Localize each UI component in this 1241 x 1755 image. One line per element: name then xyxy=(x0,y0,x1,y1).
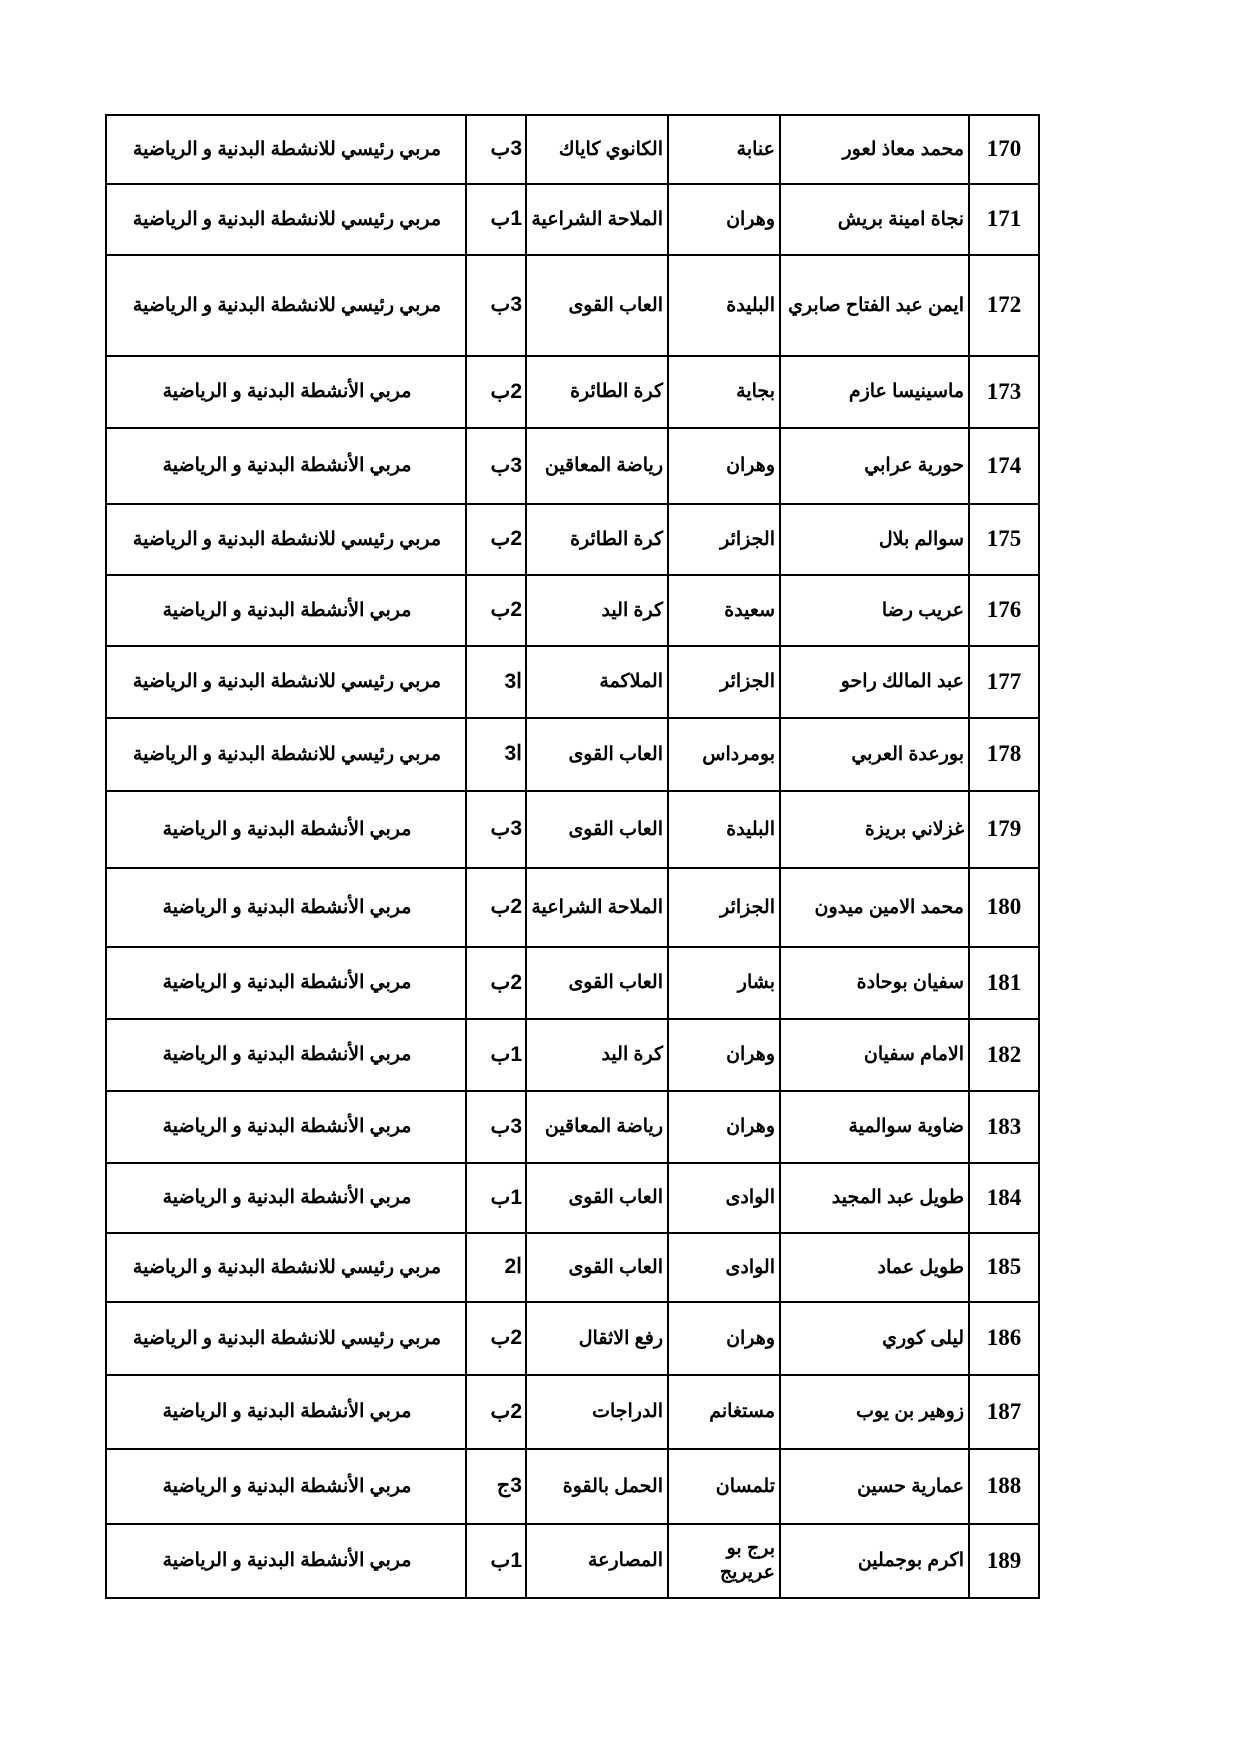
table-row xyxy=(106,428,1039,504)
name-cell: حورية عرابي xyxy=(780,428,969,504)
job-title-cell: مربي الأنشطة البدنية و الرياضية xyxy=(106,868,466,947)
job-title-cell: مربي الأنشطة البدنية و الرياضية xyxy=(106,356,466,428)
grade-cell xyxy=(466,1302,526,1375)
sport-cell: رفع الاثقال xyxy=(526,1302,668,1375)
number-cell: 179 xyxy=(969,791,1039,868)
name-cell: ماسينيسا عازم xyxy=(780,356,969,428)
grade-cell xyxy=(466,1449,526,1524)
grade-value: 2ا xyxy=(504,1255,522,1279)
grade-value: ب3 xyxy=(490,1114,522,1138)
name-cell: محمد معاذ لعور xyxy=(780,115,969,184)
name-cell: زوهير بن يوب xyxy=(780,1375,969,1449)
number-cell: 185 xyxy=(969,1233,1039,1302)
number-cell: 184 xyxy=(969,1163,1039,1233)
job-title-cell: مربي رئيسي للانشطة البدنية و الرياضية xyxy=(106,718,466,791)
grade-value: ب2 xyxy=(490,598,522,622)
city-cell: بومرداس xyxy=(668,718,780,791)
job-title-cell: مربي الأنشطة البدنية و الرياضية xyxy=(106,1524,466,1598)
sport-cell: الكانوي كاياك xyxy=(526,115,668,184)
job-title-cell: مربي الأنشطة البدنية و الرياضية xyxy=(106,1091,466,1163)
sport-cell: الدراجات xyxy=(526,1375,668,1449)
table-row xyxy=(106,115,1039,184)
number-cell: 183 xyxy=(969,1091,1039,1163)
table-row xyxy=(106,947,1039,1019)
table-row xyxy=(106,504,1039,575)
table-row xyxy=(106,575,1039,646)
city-cell: الجزائر xyxy=(668,646,780,718)
job-title-cell: مربي الأنشطة البدنية و الرياضية xyxy=(106,1019,466,1091)
grade-cell xyxy=(466,356,526,428)
job-title-cell: مربي الأنشطة البدنية و الرياضية xyxy=(106,947,466,1019)
job-title-cell: مربي رئيسي للانشطة البدنية و الرياضية xyxy=(106,1302,466,1375)
number-cell: 172 xyxy=(969,255,1039,356)
number-cell: 176 xyxy=(969,575,1039,646)
number-cell: 188 xyxy=(969,1449,1039,1524)
sport-cell: العاب القوى xyxy=(526,255,668,356)
table-row xyxy=(106,1163,1039,1233)
grade-cell xyxy=(466,1091,526,1163)
job-title-cell: مربي الأنشطة البدنية و الرياضية xyxy=(106,1375,466,1449)
grade-value: ج3 xyxy=(496,1474,522,1498)
name-cell: طويل عماد xyxy=(780,1233,969,1302)
grade-value: ب1 xyxy=(490,1185,522,1209)
city-cell: البليدة xyxy=(668,791,780,868)
number-cell: 171 xyxy=(969,184,1039,255)
city-cell: الجزائر xyxy=(668,504,780,575)
grade-value: 3ا xyxy=(504,742,522,766)
job-title-cell: مربي رئيسي للانشطة البدنية و الرياضية xyxy=(106,504,466,575)
sport-cell: الملاحة الشراعية xyxy=(526,868,668,947)
city-cell: وهران xyxy=(668,1019,780,1091)
table-row xyxy=(106,646,1039,718)
number-cell: 189 xyxy=(969,1524,1039,1598)
sport-cell: العاب القوى xyxy=(526,791,668,868)
number-cell: 187 xyxy=(969,1375,1039,1449)
sport-cell: العاب القوى xyxy=(526,1163,668,1233)
city-cell: تلمسان xyxy=(668,1449,780,1524)
grade-value: ب3 xyxy=(490,137,522,161)
name-cell: نجاة امينة بريش xyxy=(780,184,969,255)
grade-cell xyxy=(466,791,526,868)
number-cell: 170 xyxy=(969,115,1039,184)
table-row xyxy=(106,718,1039,791)
city-cell: الوادى xyxy=(668,1163,780,1233)
job-title-cell: مربي رئيسي للانشطة البدنية و الرياضية xyxy=(106,115,466,184)
grade-value: ب1 xyxy=(490,207,522,231)
sport-cell: رياضة المعاقين xyxy=(526,428,668,504)
sport-cell: الملاحة الشراعية xyxy=(526,184,668,255)
number-cell: 175 xyxy=(969,504,1039,575)
name-cell: اكرم بوجملين xyxy=(780,1524,969,1598)
sport-cell: كرة الطائرة xyxy=(526,356,668,428)
grade-value: ب3 xyxy=(490,817,522,841)
city-cell: وهران xyxy=(668,1302,780,1375)
job-title-cell: مربي الأنشطة البدنية و الرياضية xyxy=(106,1163,466,1233)
table-row xyxy=(106,1375,1039,1449)
table-row xyxy=(106,356,1039,428)
name-cell: طويل عبد المجيد xyxy=(780,1163,969,1233)
city-cell: وهران xyxy=(668,428,780,504)
grade-value: ب2 xyxy=(490,527,522,551)
table-row xyxy=(106,791,1039,868)
grade-value: ب2 xyxy=(490,1326,522,1350)
grade-cell xyxy=(466,115,526,184)
name-cell: ليلى كوري xyxy=(780,1302,969,1375)
grade-cell xyxy=(466,1524,526,1598)
number-cell: 178 xyxy=(969,718,1039,791)
number-cell: 177 xyxy=(969,646,1039,718)
grade-cell xyxy=(466,718,526,791)
sport-cell: العاب القوى xyxy=(526,947,668,1019)
city-cell: الوادى xyxy=(668,1233,780,1302)
grade-cell xyxy=(466,428,526,504)
name-cell: عريب رضا xyxy=(780,575,969,646)
grade-cell xyxy=(466,1163,526,1233)
city-cell: بجاية xyxy=(668,356,780,428)
table-row xyxy=(106,1449,1039,1524)
city-cell: عنابة xyxy=(668,115,780,184)
number-cell: 182 xyxy=(969,1019,1039,1091)
name-cell: الامام سفيان xyxy=(780,1019,969,1091)
name-cell: محمد الامين ميدون xyxy=(780,868,969,947)
job-title-cell: مربي رئيسي للانشطة البدنية و الرياضية xyxy=(106,1233,466,1302)
name-cell: ايمن عبد الفتاح صابري xyxy=(780,255,969,356)
grade-cell xyxy=(466,646,526,718)
table-row xyxy=(106,1019,1039,1091)
grade-cell xyxy=(466,868,526,947)
sport-cell: المصارعة xyxy=(526,1524,668,1598)
table-row xyxy=(106,1302,1039,1375)
name-cell: غزلاني بريزة xyxy=(780,791,969,868)
job-title-cell: مربي الأنشطة البدنية و الرياضية xyxy=(106,1449,466,1524)
sport-cell: الحمل بالقوة xyxy=(526,1449,668,1524)
table-body xyxy=(106,115,1039,1598)
grade-cell xyxy=(466,255,526,356)
number-cell: 181 xyxy=(969,947,1039,1019)
number-cell: 186 xyxy=(969,1302,1039,1375)
table-row xyxy=(106,1091,1039,1163)
grade-cell xyxy=(466,575,526,646)
number-cell: 180 xyxy=(969,868,1039,947)
grade-cell xyxy=(466,947,526,1019)
city-cell: بشار xyxy=(668,947,780,1019)
sport-cell: العاب القوى xyxy=(526,1233,668,1302)
job-title-cell: مربي الأنشطة البدنية و الرياضية xyxy=(106,575,466,646)
coaches-table xyxy=(105,114,1040,1599)
sport-cell: كرة اليد xyxy=(526,1019,668,1091)
grade-value: ب3 xyxy=(490,293,522,317)
grade-value: ب1 xyxy=(490,1548,522,1572)
grade-value: 3ا xyxy=(504,669,522,693)
city-cell: سعيدة xyxy=(668,575,780,646)
number-cell: 173 xyxy=(969,356,1039,428)
city-cell: مستغانم xyxy=(668,1375,780,1449)
city-cell: وهران xyxy=(668,184,780,255)
sport-cell: كرة اليد xyxy=(526,575,668,646)
table-row xyxy=(106,184,1039,255)
grade-value: ب1 xyxy=(490,1042,522,1066)
grade-value: ب3 xyxy=(490,453,522,477)
city-cell: برج بو عريريج xyxy=(668,1524,780,1598)
table-row xyxy=(106,255,1039,356)
job-title-cell: مربي رئيسي للانشطة البدنية و الرياضية xyxy=(106,255,466,356)
grade-value: ب2 xyxy=(490,895,522,919)
name-cell: عمارية حسين xyxy=(780,1449,969,1524)
sport-cell: رياضة المعاقين xyxy=(526,1091,668,1163)
table-row xyxy=(106,868,1039,947)
job-title-cell: مربي رئيسي للانشطة البدنية و الرياضية xyxy=(106,184,466,255)
grade-cell xyxy=(466,1375,526,1449)
city-cell: وهران xyxy=(668,1091,780,1163)
sport-cell: العاب القوى xyxy=(526,718,668,791)
number-cell: 174 xyxy=(969,428,1039,504)
grade-cell xyxy=(466,1019,526,1091)
name-cell: ضاوية سوالمية xyxy=(780,1091,969,1163)
table-row xyxy=(106,1524,1039,1598)
grade-value: ب2 xyxy=(490,379,522,403)
grade-cell xyxy=(466,504,526,575)
city-cell: البليدة xyxy=(668,255,780,356)
job-title-cell: مربي رئيسي للانشطة البدنية و الرياضية xyxy=(106,646,466,718)
grade-cell xyxy=(466,184,526,255)
sport-cell: الملاكمة xyxy=(526,646,668,718)
city-cell: الجزائر xyxy=(668,868,780,947)
name-cell: سوالم بلال xyxy=(780,504,969,575)
job-title-cell: مربي الأنشطة البدنية و الرياضية xyxy=(106,791,466,868)
job-title-cell: مربي الأنشطة البدنية و الرياضية xyxy=(106,428,466,504)
name-cell: عبد المالك راحو xyxy=(780,646,969,718)
grade-value: ب2 xyxy=(490,1399,522,1423)
grade-value: ب2 xyxy=(490,970,522,994)
grade-cell xyxy=(466,1233,526,1302)
sport-cell: كرة الطائرة xyxy=(526,504,668,575)
name-cell: بورعدة العربي xyxy=(780,718,969,791)
table-row xyxy=(106,1233,1039,1302)
name-cell: سفيان بوحادة xyxy=(780,947,969,1019)
